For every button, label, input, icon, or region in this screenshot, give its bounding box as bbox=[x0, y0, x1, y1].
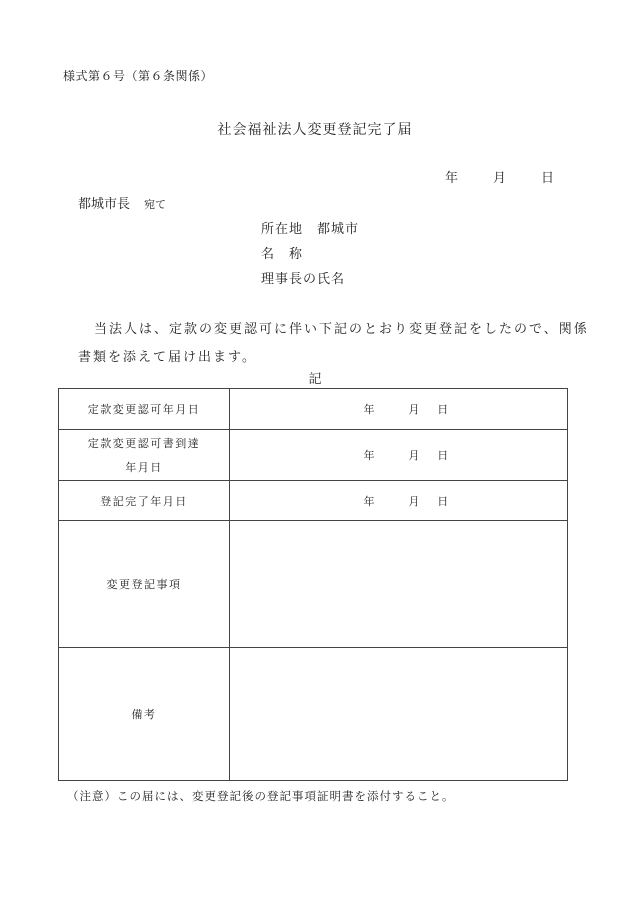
body-text bbox=[78, 316, 598, 372]
form-number: 様式第６号（第６条関係） bbox=[63, 69, 214, 83]
date-year-label: 年 bbox=[363, 494, 376, 508]
registration-complete-date-label: 登記完了年月日 bbox=[59, 481, 230, 521]
date-day-label: 日 bbox=[437, 403, 450, 416]
registration-complete-date-value bbox=[230, 493, 567, 509]
approval-arrival-date-label bbox=[59, 430, 230, 481]
table-row bbox=[59, 430, 568, 481]
location-value: 都城市 bbox=[317, 222, 360, 237]
body-text-content: 当法人は、定款の変更認可に伴い下記のとおり変更登記をしたので、関係書類を添えて届け出ます。 bbox=[78, 322, 589, 365]
remarks-label: 備考 bbox=[59, 648, 230, 781]
date-day-label: 日 bbox=[541, 171, 555, 186]
label-line-1: 定款変更認可書到達 bbox=[87, 437, 201, 450]
addressee-suffix: 宛て bbox=[144, 198, 167, 211]
submission-date bbox=[445, 167, 554, 186]
date-year-label: 年 bbox=[363, 449, 376, 462]
approval-arrival-date-field[interactable] bbox=[230, 430, 568, 481]
registration-complete-date-field[interactable] bbox=[230, 481, 568, 521]
applicant-name-label: 名 称 bbox=[261, 247, 304, 262]
location-label: 所在地 bbox=[261, 222, 304, 237]
date-day-label: 日 bbox=[437, 494, 450, 508]
table-row bbox=[59, 481, 568, 521]
registration-items-field[interactable] bbox=[230, 521, 568, 648]
date-year-label: 年 bbox=[363, 403, 376, 416]
document-title: 社会福祉法人変更登記完了届 bbox=[217, 122, 413, 138]
date-month-label: 月 bbox=[408, 403, 421, 416]
registration-items-label: 変更登記事項 bbox=[59, 521, 230, 648]
details-table bbox=[58, 388, 568, 781]
date-day-label: 日 bbox=[437, 449, 450, 462]
remarks-field[interactable] bbox=[230, 648, 568, 781]
addressee-name: 都城市長 bbox=[78, 197, 131, 212]
date-month-label: 月 bbox=[408, 494, 421, 508]
date-month-label: 月 bbox=[493, 171, 507, 186]
approval-arrival-date-value bbox=[230, 447, 567, 463]
addressee bbox=[78, 193, 166, 212]
approval-date-value bbox=[230, 401, 567, 417]
approval-date-field[interactable] bbox=[230, 389, 568, 430]
table-row bbox=[59, 389, 568, 430]
attention-note: （注意）この届には、変更登記後の登記事項証明書を添付すること。 bbox=[67, 789, 455, 803]
ki-heading: 記 bbox=[308, 372, 322, 387]
label-line-2: 年月日 bbox=[125, 461, 163, 474]
table-row bbox=[59, 521, 568, 648]
applicant-chair-label: 理事長の氏名 bbox=[261, 272, 346, 287]
applicant-location bbox=[261, 218, 359, 237]
date-month-label: 月 bbox=[408, 449, 421, 462]
approval-date-label: 定款変更認可年月日 bbox=[59, 389, 230, 430]
date-year-label: 年 bbox=[445, 171, 459, 186]
table-row bbox=[59, 648, 568, 781]
